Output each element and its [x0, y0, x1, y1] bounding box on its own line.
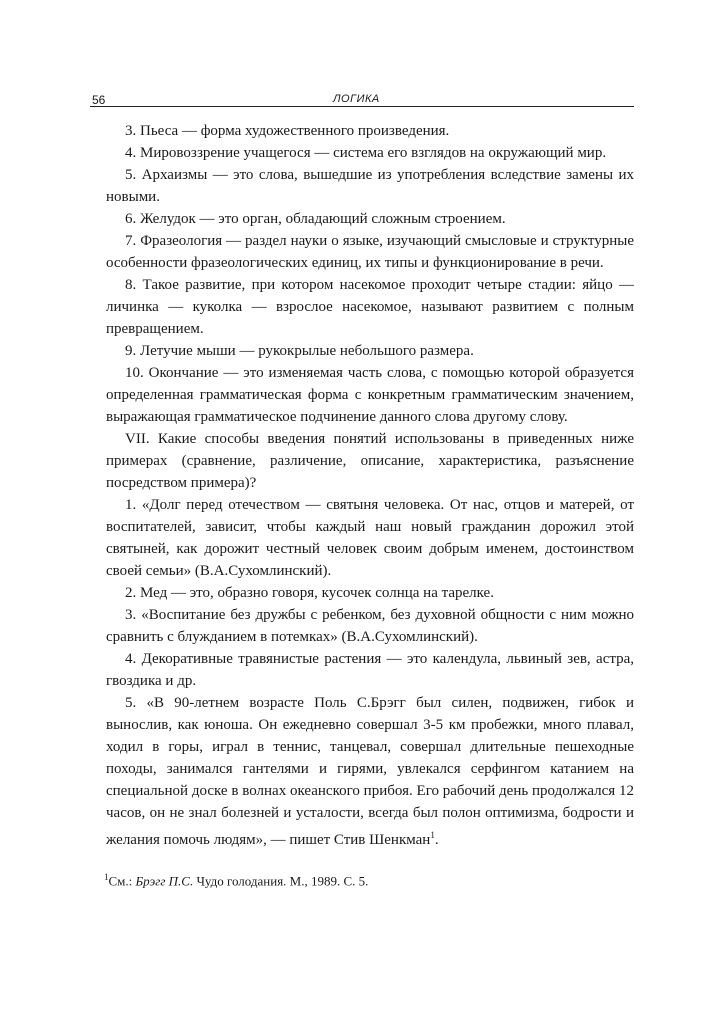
paragraph: 5. Архаизмы — это слова, вышедшие из употребления вследствие замены их новыми. [106, 167, 634, 205]
paragraph: 1. «Долг перед отечеством — святыня человека. От нас, отцов и матерей, от воспитателей, зависит, чтобы каждый наш новый гражданин дорожил этой святыней, как дорожит честный человек своим добрым именем, достоинством своей семьи» (В.А.Сухомлинский). [106, 497, 634, 579]
footnote-source: Чудо голодания. М., 1989. С. 5. [193, 873, 369, 889]
main-text [106, 120, 634, 851]
paragraph: 3. «Воспитание без дружбы с ребенком, без духовной общности с ним можно сравнить с блужданием в потемках» (В.А.Сухомлинский). [106, 607, 634, 645]
paragraph: 10. Окончание — это изменяемая часть слова, с помощью которой образуется определенная грамматическая форма с конкретным грамматическим значением, выражающая грамматическое подчинение данного слова другому слову. [106, 365, 634, 425]
paragraph: 4. Декоративные травянистые растения — это календула, львиный зев, астра, гвоздика и др. [106, 651, 634, 689]
paragraph: 8. Такое развитие, при котором насекомое проходит четыре стадии: яйцо — личинка — куколка — взрослое насекомое, называют развитием с полным превращением. [106, 277, 634, 337]
paragraph: 9. Летучие мыши — рукокрылые небольшого размера. [125, 343, 474, 359]
paragraph-text: 5. «В 90-летнем возрасте Поль С.Брэгг был силен, подвижен, гибок и вынослив, как юноша. Он ежедневно совершал 3-5 км пробежки, много плавал, ходил в горы, играл в теннис, танцевал, совершал длительные пешеходные походы, занимался гантелями и гирями, увлекался серфингом катанием на специальной доске в волнах океанского прибоя. Его рабочий день продолжался 12 часов, он не знал болезней и усталости, всегда был полон оптимизма, бодрости и желания помочь людям», — пишет Стив Шенкман [106, 695, 634, 848]
footnote-reference: 1 [430, 830, 435, 840]
paragraph: 4. Мировоззрение учащегося — система его взглядов на окружающий мир. [125, 145, 607, 161]
paragraph-with-footnote: 5. «В 90-летнем возрасте Поль С.Брэгг был силен, подвижен, гибок и вынослив, как юноша. Он ежедневно совершал 3-5 км пробежки, много плавал, ходил в горы, играл в теннис, танцевал, совершал длительные пешеходные походы, занимался гантелями и гирями, увлекался серфингом катанием на специальной доске в волнах океанского прибоя. Его рабочий день продолжался 12 часов, он не знал болезней и усталости, всегда был полон оптимизма, бодрости и желания помочь людям», — пишет Стив Шенкман$^1$. [106, 695, 634, 848]
paragraph: 3. Пьеса — форма художественного произведения. [125, 123, 450, 139]
footnote-prefix: См.: [108, 873, 136, 889]
paragraph: 7. Фразеология — раздел науки о языке, изучающий смысловые и структурные особенности фразеологических единиц, их типы и функционирование в речи. [106, 233, 634, 271]
footnote-marker: 1 [104, 872, 109, 882]
page-header [90, 90, 634, 107]
page-number: 56 [92, 93, 106, 107]
footnote-author: Брэгг П.С. [135, 873, 194, 889]
exercise-heading: VII. Какие способы введения понятий использованы в приведенных ниже примерах (сравнение, различение, описание, характеристика, разъяснение посредством примера)? [106, 431, 634, 491]
paragraph: 6. Желудок — это орган, обладающий сложным строением. [125, 211, 506, 227]
footnote [104, 868, 634, 890]
paragraph: 2. Мед — это, образно говоря, кусочек солнца на тарелке. [125, 585, 494, 601]
running-title: ЛОГИКА [333, 93, 380, 105]
